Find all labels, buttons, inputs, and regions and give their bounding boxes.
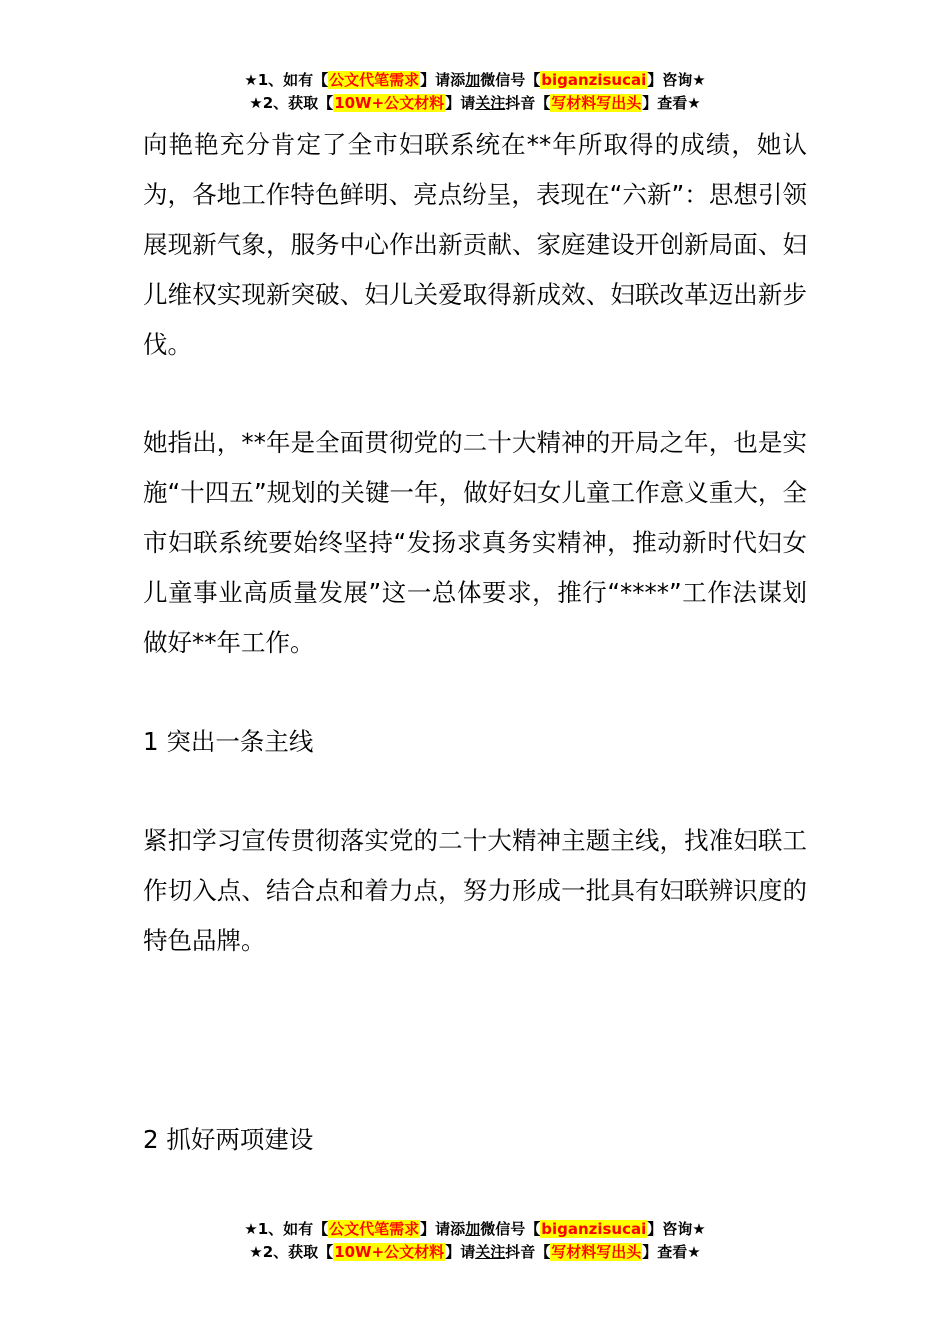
body-paragraph-achievements: 向艳艳充分肯定了全市妇联系统在**年所取得的成绩，她认为，各地工作特色鲜明、亮点纷呈，表现在“六新”：思想引领展现新气象，服务中心作出新贡献、家庭建设开创新局面、妇儿维权实现新突破、妇儿关爱取得新成效、妇联改革迈出新步伐。 <box>143 130 807 359</box>
banner-text: 抖音【 <box>505 1243 551 1261</box>
section-heading-2: 2 抓好两项建设 <box>143 1125 314 1154</box>
footer-banner <box>0 1218 950 1264</box>
banner-text: 】查看★ <box>642 1243 701 1261</box>
banner-text: 】请 <box>445 1243 476 1261</box>
banner-highlight-douyin-account: 写材料写出头 <box>551 1243 642 1261</box>
banner-highlight-wechat-id: biganzisucai <box>541 71 647 89</box>
banner-text: 】请添 <box>420 1220 466 1238</box>
section-heading-1: 1 突出一条主线 <box>143 727 314 756</box>
banner-text: ★2、获取【 <box>249 1243 334 1261</box>
banner-text: 】请 <box>445 94 476 112</box>
banner-underlined-text: 加 <box>465 71 481 89</box>
banner-highlight-service: 公文代笔需求 <box>329 1220 420 1238</box>
banner-line-2 <box>0 1241 950 1264</box>
banner-text: 抖音【 <box>505 94 551 112</box>
banner-text: 】咨询★ <box>647 1220 706 1238</box>
banner-text: ★1、如有【 <box>244 1220 329 1238</box>
body-paragraph-main-line: 紧扣学习宣传贯彻落实党的二十大精神主题主线，找准妇联工作切入点、结合点和着力点，努力形成一批具有妇联辨识度的特色品牌。 <box>143 826 807 955</box>
banner-text: 微信号【 <box>480 1220 541 1238</box>
banner-highlight-materials: 10W+公文材料 <box>334 1243 445 1261</box>
banner-highlight-wechat-id: biganzisucai <box>541 1220 647 1238</box>
banner-highlight-douyin-account: 写材料写出头 <box>551 94 642 112</box>
banner-line-2 <box>0 92 950 115</box>
banner-text: 微信号【 <box>480 71 541 89</box>
banner-underlined-text: 关注 <box>475 94 506 112</box>
banner-line-1 <box>0 69 950 92</box>
banner-underlined-text: 关注 <box>475 1243 506 1261</box>
header-banner <box>0 69 950 115</box>
banner-underlined-text: 加 <box>465 1220 481 1238</box>
body-paragraph-requirements: 她指出，**年是全面贯彻党的二十大精神的开局之年，也是实施“十四五”规划的关键一年，做好妇女儿童工作意义重大，全市妇联系统要始终坚持“发扬求真务实精神，推动新时代妇女儿童事业高质量发展”这一总体要求，推行“****”工作法谋划做好**年工作。 <box>143 428 807 657</box>
banner-text: 】咨询★ <box>647 71 706 89</box>
banner-text: ★2、获取【 <box>249 94 334 112</box>
banner-text: 】请添 <box>420 71 466 89</box>
banner-highlight-materials: 10W+公文材料 <box>334 94 445 112</box>
banner-highlight-service: 公文代笔需求 <box>329 71 420 89</box>
banner-text: ★1、如有【 <box>244 71 329 89</box>
banner-text: 】查看★ <box>642 94 701 112</box>
banner-line-1 <box>0 1218 950 1241</box>
